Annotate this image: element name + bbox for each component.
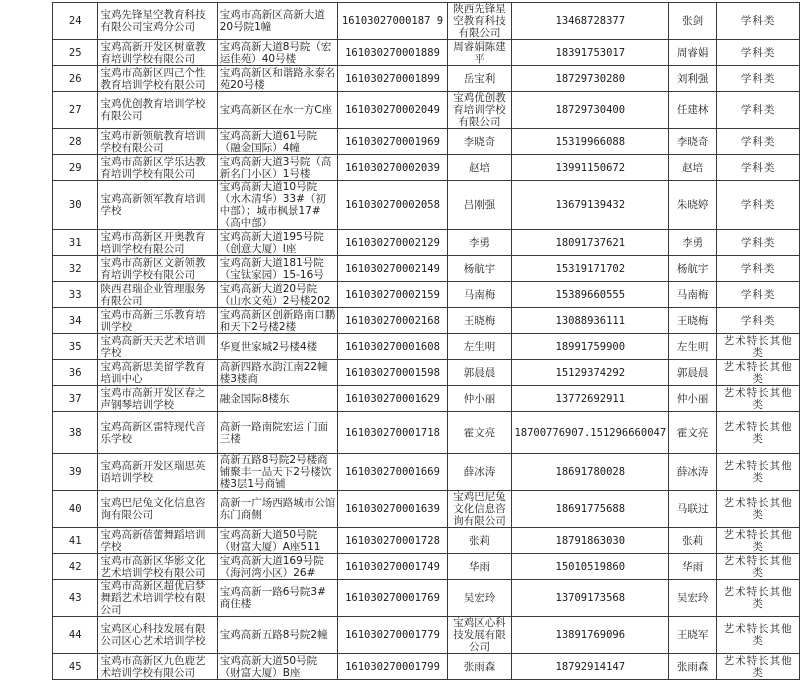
category-cell: 艺术特长其他类 bbox=[717, 491, 800, 528]
license-number-cell: 161030270002049 bbox=[338, 92, 447, 129]
table-row bbox=[53, 617, 800, 654]
row-number-cell: 42 bbox=[53, 554, 98, 580]
legal-representative-cell: 吴宏玲 bbox=[447, 580, 512, 617]
legal-representative-cell: 左生明 bbox=[447, 334, 512, 360]
table-row bbox=[53, 256, 800, 282]
legal-representative-cell: 陕西先锋星空教育科技有限公司 bbox=[447, 3, 512, 40]
category-cell: 艺术特长其他类 bbox=[717, 554, 800, 580]
license-number-cell: 161030270002058 bbox=[338, 181, 447, 230]
institution-name-cell: 宝鸡区心科技发展有限公司区心艺术培训学校 bbox=[98, 617, 217, 654]
contact-person-cell: 王晓梅 bbox=[669, 308, 717, 334]
category-cell: 艺术特长其他类 bbox=[717, 654, 800, 680]
address-cell: 融金国际8楼东 bbox=[217, 386, 338, 412]
row-number-cell: 33 bbox=[53, 282, 98, 308]
row-number-cell: 44 bbox=[53, 617, 98, 654]
phone-cell: 18729730280 bbox=[512, 66, 669, 92]
phone-cell: 13679139432 bbox=[512, 181, 669, 230]
row-number-cell: 38 bbox=[53, 412, 98, 454]
license-number-cell: 161030270001749 bbox=[338, 554, 447, 580]
row-number-cell: 35 bbox=[53, 334, 98, 360]
license-number-cell: 161030270001608 bbox=[338, 334, 447, 360]
legal-representative-cell: 张莉 bbox=[447, 528, 512, 554]
row-number-cell: 43 bbox=[53, 580, 98, 617]
table-row bbox=[53, 412, 800, 454]
license-number-cell: 161030270001669 bbox=[338, 454, 447, 491]
contact-person-cell: 朱晓婷 bbox=[669, 181, 717, 230]
contact-person-cell: 马联过 bbox=[669, 491, 717, 528]
institution-name-cell: 宝鸡市高新区文新领教育培训学校有限公司 bbox=[98, 256, 217, 282]
table-row bbox=[53, 66, 800, 92]
phone-cell: 18391753017 bbox=[512, 40, 669, 66]
license-number-cell: 161030270001769 bbox=[338, 580, 447, 617]
institution-name-cell: 宝鸡市新领航教育培训学校有限公司 bbox=[98, 129, 217, 155]
institution-name-cell: 宝鸡市高新开发区春之声钢琴培训学校 bbox=[98, 386, 217, 412]
institution-name-cell: 宝鸡高新思美留学教育培训中心 bbox=[98, 360, 217, 386]
phone-cell: 18792914147 bbox=[512, 654, 669, 680]
row-number-cell: 39 bbox=[53, 454, 98, 491]
legal-representative-cell: 赵培 bbox=[447, 155, 512, 181]
legal-representative-cell: 王晓梅 bbox=[447, 308, 512, 334]
table-row bbox=[53, 181, 800, 230]
table-row bbox=[53, 454, 800, 491]
category-cell: 学科类 bbox=[717, 181, 800, 230]
contact-person-cell: 李勇 bbox=[669, 230, 717, 256]
category-cell: 艺术特长其他类 bbox=[717, 334, 800, 360]
institution-name-cell: 宝鸡优创教育培训学校有限公司 bbox=[98, 92, 217, 129]
row-number-cell: 31 bbox=[53, 230, 98, 256]
table-row bbox=[53, 230, 800, 256]
contact-person-cell: 吴宏玲 bbox=[669, 580, 717, 617]
address-cell: 宝鸡高新大道50号院（财富大厦）B座 bbox=[217, 654, 338, 680]
phone-cell: 18729730400 bbox=[512, 92, 669, 129]
contact-person-cell: 张剑 bbox=[669, 3, 717, 40]
license-number-cell: 16103027000187 9 bbox=[338, 3, 447, 40]
table-row bbox=[53, 308, 800, 334]
address-cell: 宝鸡高新大道20号院（山水文苑）2号楼202 bbox=[217, 282, 338, 308]
category-cell: 艺术特长其他类 bbox=[717, 386, 800, 412]
row-number-cell: 29 bbox=[53, 155, 98, 181]
category-cell: 艺术特长其他类 bbox=[717, 617, 800, 654]
contact-person-cell: 张雨森 bbox=[669, 654, 717, 680]
license-number-cell: 161030270001639 bbox=[338, 491, 447, 528]
license-number-cell: 161030270002159 bbox=[338, 282, 447, 308]
legal-representative-cell: 杨航宇 bbox=[447, 256, 512, 282]
address-cell: 华夏世家城2号楼4楼 bbox=[217, 334, 338, 360]
contact-person-cell: 华雨 bbox=[669, 554, 717, 580]
license-number-cell: 161030270001598 bbox=[338, 360, 447, 386]
address-cell: 宝鸡高新五路8号院2幢 bbox=[217, 617, 338, 654]
row-number-cell: 36 bbox=[53, 360, 98, 386]
contact-person-cell: 马南梅 bbox=[669, 282, 717, 308]
institution-name-cell: 宝鸡市高新区四己个性教育培训学校有限公司 bbox=[98, 66, 217, 92]
address-cell: 高新四路水韵江南22幢楼3楼商 bbox=[217, 360, 338, 386]
table-body bbox=[53, 3, 800, 680]
table-row bbox=[53, 129, 800, 155]
phone-cell: 13709173568 bbox=[512, 580, 669, 617]
license-number-cell: 161030270002129 bbox=[338, 230, 447, 256]
table-row bbox=[53, 40, 800, 66]
contact-person-cell: 张莉 bbox=[669, 528, 717, 554]
license-number-cell: 161030270002168 bbox=[338, 308, 447, 334]
address-cell: 宝鸡高新大道3号院（高新名门小区）1号楼 bbox=[217, 155, 338, 181]
phone-cell: 18991759900 bbox=[512, 334, 669, 360]
license-number-cell: 161030270001779 bbox=[338, 617, 447, 654]
address-cell: 宝鸡高新大道61号院（融金国际）4幢 bbox=[217, 129, 338, 155]
license-number-cell: 161030270001899 bbox=[338, 66, 447, 92]
table-row bbox=[53, 654, 800, 680]
license-number-cell: 161030270001969 bbox=[338, 129, 447, 155]
category-cell: 学科类 bbox=[717, 230, 800, 256]
address-cell: 宝鸡高新一路6号院3#商住楼 bbox=[217, 580, 338, 617]
phone-cell: 15129374292 bbox=[512, 360, 669, 386]
phone-cell: 18700776907.151296660047 bbox=[512, 412, 669, 454]
table-row bbox=[53, 3, 800, 40]
contact-person-cell: 李晓奇 bbox=[669, 129, 717, 155]
category-cell: 艺术特长其他类 bbox=[717, 454, 800, 491]
address-cell: 宝鸡高新区创新路南口鹏和天下2号楼2楼 bbox=[217, 308, 338, 334]
legal-representative-cell: 华雨 bbox=[447, 554, 512, 580]
license-number-cell: 161030270002149 bbox=[338, 256, 447, 282]
legal-representative-cell: 周睿娟陈建平 bbox=[447, 40, 512, 66]
phone-cell: 18791863030 bbox=[512, 528, 669, 554]
address-cell: 宝鸡高新区在水一方C座 bbox=[217, 92, 338, 129]
row-number-cell: 28 bbox=[53, 129, 98, 155]
contact-person-cell: 薛冰涛 bbox=[669, 454, 717, 491]
institution-name-cell: 宝鸡市高新区华影文化艺术培训学校有限公司 bbox=[98, 554, 217, 580]
license-number-cell: 161030270002039 bbox=[338, 155, 447, 181]
category-cell: 学科类 bbox=[717, 282, 800, 308]
institution-name-cell: 宝鸡高新开发区瑞思英语培训学校 bbox=[98, 454, 217, 491]
legal-representative-cell: 仲小丽 bbox=[447, 386, 512, 412]
category-cell: 艺术特长其他类 bbox=[717, 360, 800, 386]
row-number-cell: 26 bbox=[53, 66, 98, 92]
row-number-cell: 41 bbox=[53, 528, 98, 554]
contact-person-cell: 仲小丽 bbox=[669, 386, 717, 412]
table-row bbox=[53, 92, 800, 129]
legal-representative-cell: 李晓奇 bbox=[447, 129, 512, 155]
legal-representative-cell: 宝鸡优创教育培训学校有限公司 bbox=[447, 92, 512, 129]
institution-name-cell: 宝鸡市高新三乐教育培训学校 bbox=[98, 308, 217, 334]
address-cell: 宝鸡高新大道181号院（宝钛家园）15-16号 bbox=[217, 256, 338, 282]
category-cell: 艺术特长其他类 bbox=[717, 528, 800, 554]
legal-representative-cell: 张雨森 bbox=[447, 654, 512, 680]
institution-name-cell: 宝鸡市高新区开奥教育培训学校有限公司 bbox=[98, 230, 217, 256]
institution-name-cell: 宝鸡高新天天艺术培训学校 bbox=[98, 334, 217, 360]
license-number-cell: 161030270001889 bbox=[338, 40, 447, 66]
row-number-cell: 34 bbox=[53, 308, 98, 334]
phone-cell: 18691775688 bbox=[512, 491, 669, 528]
category-cell: 学科类 bbox=[717, 308, 800, 334]
category-cell: 学科类 bbox=[717, 3, 800, 40]
category-cell: 艺术特长其他类 bbox=[717, 580, 800, 617]
legal-representative-cell: 李勇 bbox=[447, 230, 512, 256]
school-registry-table bbox=[52, 2, 800, 680]
row-number-cell: 30 bbox=[53, 181, 98, 230]
address-cell: 高新一路南院宏运 门面三楼 bbox=[217, 412, 338, 454]
contact-person-cell: 郭晨晨 bbox=[669, 360, 717, 386]
phone-cell: 18691780028 bbox=[512, 454, 669, 491]
contact-person-cell: 周睿娟 bbox=[669, 40, 717, 66]
institution-name-cell: 宝鸡高新蓓蕾舞蹈培训学校 bbox=[98, 528, 217, 554]
legal-representative-cell: 吕刚强 bbox=[447, 181, 512, 230]
legal-representative-cell: 霍文亮 bbox=[447, 412, 512, 454]
contact-person-cell: 任建林 bbox=[669, 92, 717, 129]
contact-person-cell: 刘利强 bbox=[669, 66, 717, 92]
address-cell: 宝鸡市高新区高新大道20号院1幢 bbox=[217, 3, 338, 40]
phone-cell: 15319171702 bbox=[512, 256, 669, 282]
institution-name-cell: 宝鸡市高新区九色鹿艺术培训学校有限公司 bbox=[98, 654, 217, 680]
category-cell: 学科类 bbox=[717, 129, 800, 155]
phone-cell: 13891769096 bbox=[512, 617, 669, 654]
license-number-cell: 161030270001799 bbox=[338, 654, 447, 680]
table-row bbox=[53, 554, 800, 580]
institution-name-cell: 宝鸡高新开发区树童教育培训学校有限公司 bbox=[98, 40, 217, 66]
table-row bbox=[53, 386, 800, 412]
contact-person-cell: 霍文亮 bbox=[669, 412, 717, 454]
table-row bbox=[53, 155, 800, 181]
legal-representative-cell: 岳宝利 bbox=[447, 66, 512, 92]
phone-cell: 15389660555 bbox=[512, 282, 669, 308]
category-cell: 学科类 bbox=[717, 256, 800, 282]
address-cell: 宝鸡高新区和谐路永泰名苑20号楼 bbox=[217, 66, 338, 92]
license-number-cell: 161030270001728 bbox=[338, 528, 447, 554]
address-cell: 高新五路8号院2号楼商铺聚丰一品天下2号楼饮楼3层1号商铺 bbox=[217, 454, 338, 491]
category-cell: 学科类 bbox=[717, 92, 800, 129]
institution-name-cell: 宝鸡市高新区超优启梦舞蹈艺术培训学校有限公司 bbox=[98, 580, 217, 617]
contact-person-cell: 左生明 bbox=[669, 334, 717, 360]
phone-cell: 15010519860 bbox=[512, 554, 669, 580]
institution-name-cell: 宝鸡巴尼兔文化信息咨询有限公司 bbox=[98, 491, 217, 528]
phone-cell: 13088936111 bbox=[512, 308, 669, 334]
legal-representative-cell: 薛冰涛 bbox=[447, 454, 512, 491]
legal-representative-cell: 宝鸡巴尼兔文化信息咨询有限公司 bbox=[447, 491, 512, 528]
address-cell: 宝鸡高新大道10号院（水木清华）33#（初中部）；城市枫景17#（高中部） bbox=[217, 181, 338, 230]
category-cell: 学科类 bbox=[717, 40, 800, 66]
phone-cell: 13991150672 bbox=[512, 155, 669, 181]
license-number-cell: 161030270001718 bbox=[338, 412, 447, 454]
table-row bbox=[53, 282, 800, 308]
row-number-cell: 45 bbox=[53, 654, 98, 680]
category-cell: 艺术特长其他类 bbox=[717, 412, 800, 454]
legal-representative-cell: 宝鸡区心科技发展有限公司 bbox=[447, 617, 512, 654]
row-number-cell: 25 bbox=[53, 40, 98, 66]
phone-cell: 18091737621 bbox=[512, 230, 669, 256]
category-cell: 学科类 bbox=[717, 155, 800, 181]
address-cell: 高新一广场西路城市公馆东门商侧 bbox=[217, 491, 338, 528]
category-cell: 学科类 bbox=[717, 66, 800, 92]
contact-person-cell: 王晓军 bbox=[669, 617, 717, 654]
phone-cell: 13468728377 bbox=[512, 3, 669, 40]
row-number-cell: 40 bbox=[53, 491, 98, 528]
institution-name-cell: 宝鸡高新领军教育培训学校 bbox=[98, 181, 217, 230]
row-number-cell: 32 bbox=[53, 256, 98, 282]
table-row bbox=[53, 334, 800, 360]
legal-representative-cell: 郭晨晨 bbox=[447, 360, 512, 386]
legal-representative-cell: 马南梅 bbox=[447, 282, 512, 308]
row-number-cell: 37 bbox=[53, 386, 98, 412]
address-cell: 宝鸡高新大道8号院（宏运佳苑）40号楼 bbox=[217, 40, 338, 66]
license-number-cell: 161030270001629 bbox=[338, 386, 447, 412]
contact-person-cell: 赵培 bbox=[669, 155, 717, 181]
institution-name-cell: 宝鸡先锋星空教育科技有限公司宝鸡分公司 bbox=[98, 3, 217, 40]
address-cell: 宝鸡高新大道50号院（财富大厦）A座511 bbox=[217, 528, 338, 554]
address-cell: 宝鸡高新大道169号院（海河湾小区）26# bbox=[217, 554, 338, 580]
row-number-cell: 24 bbox=[53, 3, 98, 40]
row-number-cell: 27 bbox=[53, 92, 98, 129]
table-row bbox=[53, 580, 800, 617]
institution-name-cell: 宝鸡高新区雷特现代音乐学校 bbox=[98, 412, 217, 454]
table-row bbox=[53, 528, 800, 554]
contact-person-cell: 杨航宇 bbox=[669, 256, 717, 282]
address-cell: 宝鸡高新大道195号院（创意大厦）I座 bbox=[217, 230, 338, 256]
institution-name-cell: 陕西君瑞企业管理服务有限公司 bbox=[98, 282, 217, 308]
phone-cell: 15319966088 bbox=[512, 129, 669, 155]
table-row bbox=[53, 491, 800, 528]
phone-cell: 13772692911 bbox=[512, 386, 669, 412]
table-row bbox=[53, 360, 800, 386]
institution-name-cell: 宝鸡市高新区学乐达教育培训学校有限公司 bbox=[98, 155, 217, 181]
